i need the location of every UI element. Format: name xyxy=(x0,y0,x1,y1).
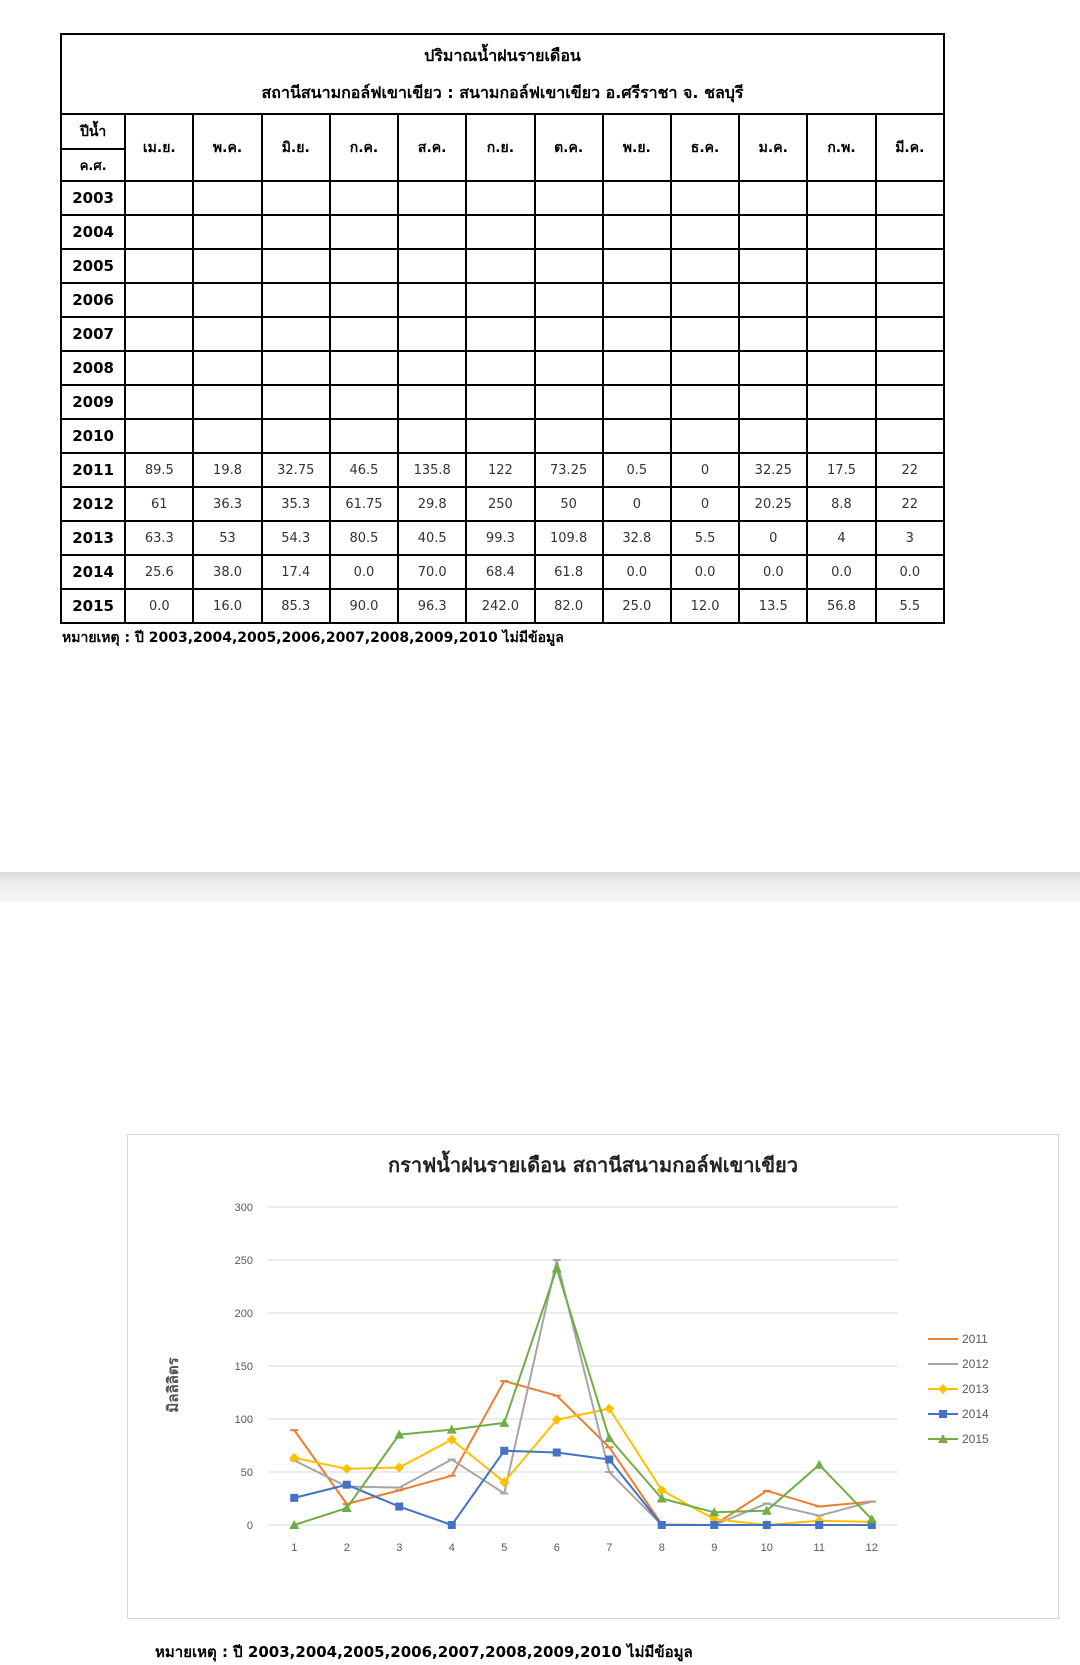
rainfall-value-cell xyxy=(807,215,875,249)
rainfall-value-cell: 0.0 xyxy=(671,555,739,589)
rainfall-value-cell: 5.5 xyxy=(876,589,944,623)
table-row xyxy=(61,385,944,419)
rainfall-value-cell xyxy=(807,419,875,453)
rainfall-value-cell xyxy=(739,385,807,419)
rainfall-value-cell xyxy=(125,181,193,215)
rainfall-value-cell xyxy=(671,351,739,385)
data-point-2014 xyxy=(658,1521,666,1529)
data-point-2014 xyxy=(290,1494,298,1502)
rainfall-value-cell: 0 xyxy=(671,487,739,521)
rainfall-value-cell xyxy=(330,181,398,215)
rainfall-value-cell xyxy=(330,249,398,283)
rainfall-value-cell xyxy=(466,385,534,419)
rainfall-value-cell: 12.0 xyxy=(671,589,739,623)
rainfall-value-cell xyxy=(807,385,875,419)
rainfall-value-cell: 53 xyxy=(193,521,261,555)
rainfall-value-cell xyxy=(603,419,671,453)
table-row xyxy=(61,521,944,555)
rainfall-value-cell xyxy=(193,215,261,249)
y-tick-label: 100 xyxy=(234,1414,253,1426)
year-cell: 2013 xyxy=(61,521,125,555)
table-row xyxy=(61,317,944,351)
rainfall-value-cell: 70.0 xyxy=(398,555,466,589)
rainfall-value-cell: 8.8 xyxy=(807,487,875,521)
rainfall-value-cell: 17.5 xyxy=(807,453,875,487)
rainfall-value-cell xyxy=(535,419,603,453)
rainfall-value-cell xyxy=(193,419,261,453)
rainfall-value-cell xyxy=(535,249,603,283)
chart-title: กราฟน้ำฝนรายเดือน สถานีสนามกอล์ฟเขาเขียว xyxy=(388,1153,798,1177)
legend-label: 2013 xyxy=(962,1382,989,1396)
rainfall-value-cell xyxy=(330,385,398,419)
rainfall-value-cell xyxy=(125,249,193,283)
rainfall-value-cell: 22 xyxy=(876,453,944,487)
rainfall-value-cell xyxy=(671,419,739,453)
month-header: ก.พ. xyxy=(807,114,875,181)
rainfall-value-cell: 13.5 xyxy=(739,589,807,623)
rainfall-value-cell xyxy=(739,283,807,317)
rainfall-value-cell: 99.3 xyxy=(466,521,534,555)
corner-header-top: ปีน้ำ xyxy=(61,114,125,149)
rainfall-value-cell xyxy=(466,249,534,283)
rainfall-value-cell xyxy=(262,249,330,283)
rainfall-value-cell xyxy=(125,385,193,419)
year-cell: 2008 xyxy=(61,351,125,385)
rainfall-value-cell: 32.8 xyxy=(603,521,671,555)
x-tick-label: 7 xyxy=(606,1542,613,1554)
data-point-2014 xyxy=(605,1455,613,1463)
y-tick-label: 250 xyxy=(234,1255,253,1267)
rainfall-value-cell xyxy=(739,215,807,249)
rainfall-value-cell xyxy=(603,317,671,351)
rainfall-value-cell: 32.25 xyxy=(739,453,807,487)
x-tick-label: 10 xyxy=(760,1542,773,1554)
rainfall-value-cell xyxy=(398,181,466,215)
rainfall-value-cell xyxy=(603,283,671,317)
rainfall-value-cell: 96.3 xyxy=(398,589,466,623)
x-tick-label: 8 xyxy=(658,1542,665,1554)
rainfall-value-cell: 40.5 xyxy=(398,521,466,555)
rainfall-value-cell xyxy=(125,283,193,317)
rainfall-value-cell xyxy=(876,181,944,215)
data-point-2014 xyxy=(500,1447,508,1455)
rainfall-value-cell: 56.8 xyxy=(807,589,875,623)
table-subtitle: สถานีสนามกอล์ฟเขาเขียว : สนามกอล์ฟเขาเขียว อ.ศรีราชา จ. ชลบุรี xyxy=(261,83,744,102)
legend-marker xyxy=(938,1384,948,1394)
rainfall-value-cell: 61.8 xyxy=(535,555,603,589)
rainfall-value-cell: 85.3 xyxy=(262,589,330,623)
rainfall-value-cell: 29.8 xyxy=(398,487,466,521)
legend-label: 2012 xyxy=(962,1357,989,1371)
rainfall-value-cell xyxy=(603,385,671,419)
month-header: ก.ย. xyxy=(466,114,534,181)
rainfall-value-cell xyxy=(466,419,534,453)
rainfall-value-cell xyxy=(330,351,398,385)
rainfall-value-cell: 135.8 xyxy=(398,453,466,487)
table-title: ปริมาณน้ำฝนรายเดือน xyxy=(424,46,581,65)
month-header: พ.ค. xyxy=(193,114,261,181)
rainfall-value-cell: 80.5 xyxy=(330,521,398,555)
x-tick-label: 11 xyxy=(813,1542,825,1554)
rainfall-table xyxy=(60,33,945,624)
rainfall-value-cell xyxy=(330,215,398,249)
rainfall-value-cell xyxy=(807,317,875,351)
year-cell: 2006 xyxy=(61,283,125,317)
month-header: ส.ค. xyxy=(398,114,466,181)
rainfall-value-cell: 25.6 xyxy=(125,555,193,589)
rainfall-value-cell xyxy=(262,215,330,249)
rainfall-value-cell: 90.0 xyxy=(330,589,398,623)
rainfall-value-cell xyxy=(466,181,534,215)
rainfall-value-cell: 0.0 xyxy=(125,589,193,623)
month-header: พ.ย. xyxy=(603,114,671,181)
rainfall-value-cell xyxy=(466,283,534,317)
rainfall-value-cell xyxy=(876,283,944,317)
rainfall-value-cell xyxy=(603,351,671,385)
table-body xyxy=(61,181,944,623)
rainfall-line-chart xyxy=(128,1135,1058,1618)
rainfall-value-cell: 0.0 xyxy=(330,555,398,589)
x-tick-label: 4 xyxy=(448,1542,455,1554)
data-point-2014 xyxy=(553,1448,561,1456)
y-tick-label: 50 xyxy=(240,1467,253,1479)
rainfall-value-cell xyxy=(535,317,603,351)
month-header: ม.ค. xyxy=(739,114,807,181)
data-point-2015 xyxy=(604,1433,614,1442)
y-tick-label: 200 xyxy=(234,1308,253,1320)
rainfall-value-cell xyxy=(603,215,671,249)
year-cell: 2014 xyxy=(61,555,125,589)
x-tick-label: 1 xyxy=(291,1542,298,1554)
rainfall-value-cell xyxy=(262,385,330,419)
rainfall-value-cell: 242.0 xyxy=(466,589,534,623)
rainfall-value-cell: 73.25 xyxy=(535,453,603,487)
table-row xyxy=(61,181,944,215)
data-point-2014 xyxy=(763,1521,771,1529)
data-point-2015 xyxy=(552,1263,562,1272)
rainfall-value-cell xyxy=(739,181,807,215)
rainfall-value-cell xyxy=(193,351,261,385)
year-cell: 2012 xyxy=(61,487,125,521)
legend-label: 2014 xyxy=(962,1407,989,1421)
rainfall-value-cell: 89.5 xyxy=(125,453,193,487)
rainfall-value-cell xyxy=(671,317,739,351)
rainfall-value-cell: 46.5 xyxy=(330,453,398,487)
rainfall-value-cell xyxy=(193,249,261,283)
rainfall-value-cell xyxy=(193,385,261,419)
rainfall-value-cell: 38.0 xyxy=(193,555,261,589)
rainfall-value-cell: 0 xyxy=(603,487,671,521)
rainfall-value-cell: 122 xyxy=(466,453,534,487)
rainfall-value-cell xyxy=(125,419,193,453)
y-tick-label: 150 xyxy=(234,1361,253,1373)
year-cell: 2015 xyxy=(61,589,125,623)
rainfall-value-cell xyxy=(671,215,739,249)
rainfall-value-cell xyxy=(739,419,807,453)
table-row xyxy=(61,453,944,487)
year-cell: 2009 xyxy=(61,385,125,419)
page-divider xyxy=(0,872,1080,902)
rainfall-value-cell: 109.8 xyxy=(535,521,603,555)
table-row xyxy=(61,351,944,385)
rainfall-value-cell xyxy=(671,249,739,283)
rainfall-value-cell xyxy=(671,181,739,215)
rainfall-value-cell: 0.0 xyxy=(876,555,944,589)
rainfall-value-cell xyxy=(125,351,193,385)
rainfall-value-cell: 250 xyxy=(466,487,534,521)
rainfall-value-cell: 16.0 xyxy=(193,589,261,623)
rainfall-value-cell: 3 xyxy=(876,521,944,555)
data-point-2014 xyxy=(448,1521,456,1529)
rainfall-value-cell xyxy=(466,215,534,249)
rainfall-value-cell xyxy=(535,283,603,317)
rainfall-value-cell xyxy=(262,419,330,453)
rainfall-value-cell xyxy=(603,181,671,215)
rainfall-value-cell xyxy=(807,351,875,385)
year-cell: 2003 xyxy=(61,181,125,215)
x-tick-label: 3 xyxy=(396,1542,403,1554)
rainfall-value-cell xyxy=(807,181,875,215)
rainfall-value-cell xyxy=(125,317,193,351)
rainfall-value-cell: 35.3 xyxy=(262,487,330,521)
x-tick-label: 2 xyxy=(343,1542,350,1554)
rainfall-value-cell xyxy=(535,215,603,249)
rainfall-value-cell xyxy=(603,249,671,283)
month-header: ก.ค. xyxy=(330,114,398,181)
rainfall-value-cell xyxy=(193,181,261,215)
data-point-2014 xyxy=(343,1481,351,1489)
rainfall-value-cell xyxy=(739,351,807,385)
rainfall-value-cell: 17.4 xyxy=(262,555,330,589)
y-axis-label: มิลลิลิตร xyxy=(164,1357,182,1413)
year-cell: 2004 xyxy=(61,215,125,249)
series-line-2011 xyxy=(294,1381,872,1525)
rainfall-value-cell: 19.8 xyxy=(193,453,261,487)
table-row xyxy=(61,555,944,589)
x-tick-label: 5 xyxy=(501,1542,508,1554)
rainfall-value-cell xyxy=(535,181,603,215)
rainfall-value-cell: 5.5 xyxy=(671,521,739,555)
data-point-2013 xyxy=(394,1462,404,1472)
rainfall-value-cell: 68.4 xyxy=(466,555,534,589)
table-note: หมายเหตุ : ปี 2003,2004,2005,2006,2007,2008,2009,2010 ไม่มีข้อมูล xyxy=(62,630,564,646)
rainfall-value-cell: 63.3 xyxy=(125,521,193,555)
legend-marker xyxy=(939,1410,947,1418)
rainfall-value-cell xyxy=(671,283,739,317)
rainfall-value-cell: 54.3 xyxy=(262,521,330,555)
rainfall-value-cell: 0.5 xyxy=(603,453,671,487)
data-point-2014 xyxy=(395,1503,403,1511)
legend-label: 2015 xyxy=(962,1432,989,1446)
table-row xyxy=(61,419,944,453)
rainfall-value-cell xyxy=(262,317,330,351)
rainfall-value-cell: 82.0 xyxy=(535,589,603,623)
series-line-2012 xyxy=(294,1260,872,1525)
rainfall-value-cell xyxy=(398,385,466,419)
data-point-2014 xyxy=(815,1521,823,1529)
rainfall-value-cell xyxy=(876,385,944,419)
rainfall-value-cell: 36.3 xyxy=(193,487,261,521)
rainfall-value-cell: 61.75 xyxy=(330,487,398,521)
month-header: เม.ย. xyxy=(125,114,193,181)
rainfall-value-cell xyxy=(125,215,193,249)
rainfall-value-cell: 22 xyxy=(876,487,944,521)
rainfall-value-cell xyxy=(330,283,398,317)
rainfall-value-cell: 0.0 xyxy=(603,555,671,589)
rainfall-value-cell xyxy=(398,317,466,351)
rainfall-value-cell xyxy=(535,385,603,419)
chart-container xyxy=(127,1134,1059,1619)
table-row xyxy=(61,249,944,283)
data-point-2013 xyxy=(604,1404,614,1414)
rainfall-value-cell xyxy=(398,215,466,249)
rainfall-value-cell xyxy=(876,317,944,351)
rainfall-value-cell xyxy=(876,215,944,249)
rainfall-value-cell xyxy=(876,419,944,453)
rainfall-value-cell xyxy=(398,351,466,385)
rainfall-value-cell xyxy=(466,351,534,385)
rainfall-value-cell: 20.25 xyxy=(739,487,807,521)
data-point-2014 xyxy=(710,1521,718,1529)
month-header: มี.ค. xyxy=(876,114,944,181)
table-row xyxy=(61,215,944,249)
rainfall-value-cell: 32.75 xyxy=(262,453,330,487)
legend-label: 2011 xyxy=(962,1332,988,1346)
chart-note: หมายเหตุ : ปี 2003,2004,2005,2006,2007,2008,2009,2010 ไม่มีข้อมูล xyxy=(155,1643,693,1661)
rainfall-value-cell xyxy=(398,419,466,453)
table-title-cell xyxy=(61,34,944,114)
rainfall-value-cell: 0 xyxy=(671,453,739,487)
month-header: ธ.ค. xyxy=(671,114,739,181)
x-tick-label: 9 xyxy=(711,1542,718,1554)
rainfall-value-cell xyxy=(876,249,944,283)
x-tick-label: 6 xyxy=(553,1542,560,1554)
rainfall-value-cell xyxy=(262,351,330,385)
rainfall-value-cell xyxy=(262,283,330,317)
month-header: มิ.ย. xyxy=(262,114,330,181)
rainfall-value-cell: 25.0 xyxy=(603,589,671,623)
rainfall-value-cell xyxy=(398,283,466,317)
data-point-2015 xyxy=(814,1460,824,1469)
rainfall-value-cell xyxy=(876,351,944,385)
rainfall-value-cell: 61 xyxy=(125,487,193,521)
y-tick-label: 300 xyxy=(234,1202,253,1214)
table-row xyxy=(61,487,944,521)
year-cell: 2011 xyxy=(61,453,125,487)
table-row xyxy=(61,283,944,317)
rainfall-value-cell xyxy=(807,249,875,283)
rainfall-value-cell: 0.0 xyxy=(739,555,807,589)
y-tick-label: 0 xyxy=(246,1520,253,1532)
table-row xyxy=(61,589,944,623)
rainfall-value-cell xyxy=(193,317,261,351)
rainfall-value-cell xyxy=(398,249,466,283)
month-header: ต.ค. xyxy=(535,114,603,181)
rainfall-value-cell xyxy=(262,181,330,215)
rainfall-value-cell xyxy=(671,385,739,419)
rainfall-value-cell: 0.0 xyxy=(807,555,875,589)
rainfall-value-cell xyxy=(466,317,534,351)
year-cell: 2010 xyxy=(61,419,125,453)
rainfall-value-cell xyxy=(535,351,603,385)
x-tick-label: 12 xyxy=(865,1542,878,1554)
rainfall-value-cell xyxy=(739,249,807,283)
rainfall-value-cell: 0 xyxy=(739,521,807,555)
rainfall-value-cell xyxy=(193,283,261,317)
rainfall-value-cell xyxy=(330,419,398,453)
rainfall-value-cell: 4 xyxy=(807,521,875,555)
year-cell: 2005 xyxy=(61,249,125,283)
rainfall-value-cell xyxy=(330,317,398,351)
rainfall-value-cell xyxy=(807,283,875,317)
month-header-row xyxy=(61,114,944,149)
year-cell: 2007 xyxy=(61,317,125,351)
rainfall-value-cell: 50 xyxy=(535,487,603,521)
rainfall-value-cell xyxy=(739,317,807,351)
corner-header-bottom: ค.ศ. xyxy=(61,149,125,181)
